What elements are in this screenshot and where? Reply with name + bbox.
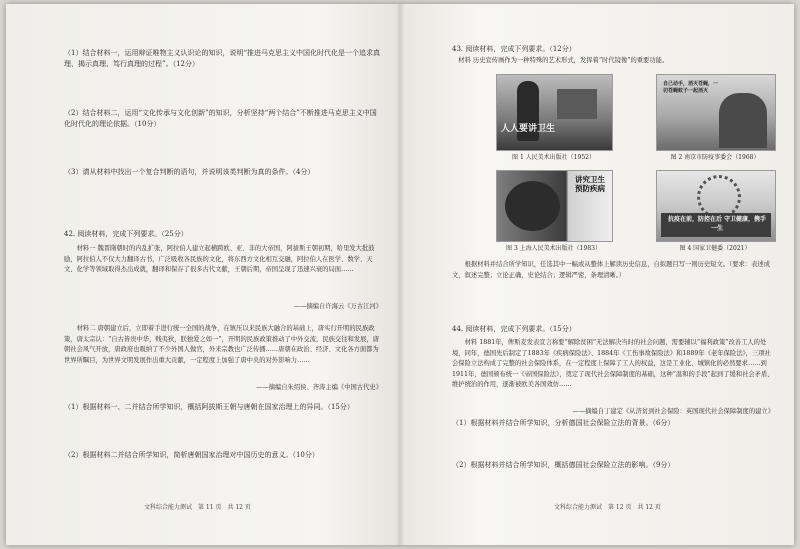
figure-3-poster [496,170,613,242]
left-page-footer: 文科综合能力测试 第 11 页 共 12 页 [144,504,251,511]
figure-2-poster [656,74,776,151]
question-42-source-2: ——摘编自朱绍侯、齐涛主编《中国古代史》 [256,384,382,391]
question-41-part1: （1）结合材料一，运用辩证唯物主义认识论的知识，说明“推进马克思主义中国化时代化是一个追求真理、揭示真理、笃行真理的过程”。（12分） [64,49,381,68]
question-43-title: 43. 阅读材料，完成下列要求。（12分） [452,45,576,53]
figure-4-poster [656,170,776,242]
question-41-part2: （2）结合材料二，运用“文化传承与文化创新”的知识，分析坚持“两个结合”不断推进马克思主义中国化时代化的理论依据。（10分） [64,109,377,128]
question-43-requirement: 根据材料并结合所学知识，任选其中一幅或从整体上解读历史信息，自拟题目写一则历史短文。（要求：表述成文，叙述完整；立论正确，史论结合；逻辑严密，条理清晰。） [452,261,770,279]
figure-1-poster [496,74,613,151]
figure-2-slogan: 自己动手，消灭苍蝇，一切苍蝇蚊子一起消灭 [663,81,719,94]
question-44-title: 44. 阅读材料，完成下列要求。（15分） [452,325,576,333]
exam-spread [6,4,794,545]
figure-3-slogan: 讲究卫生 预防疾病 [575,175,605,193]
right-page [404,4,794,545]
question-44-source: ——摘编自丁建定《从济贫到社会保险：英国现代社会保障制度的建立》 [572,408,774,415]
poster-figure-silhouette [719,93,767,148]
right-page-footer: 文科综合能力测试 第 12 页 共 12 页 [554,504,661,511]
figure-3-caption: 图 3 上海人民美术出版社（1983） [506,245,601,252]
question-42-source-1: ——摘编自许海云《万古江河》 [293,303,382,310]
question-44-sub-2: （2）根据材料并结合所学知识，概括德国社会保险立法的影响。（9分） [452,461,675,469]
figure-4-caption: 图 4 国家卫健委（2021） [679,245,751,252]
question-41-part3: （3）请从材料中找出一个复合判断的语句，并说明该类判断为真的条件。（4分） [64,168,315,176]
question-44-sub-1: （1）根据材料并结合所学知识，分析德国社会保险立法的背景。（6分） [452,419,675,427]
question-42-sub-1: （1）根据材料一、二并结合所学知识，概括阿拔斯王朝与唐朝在国家治理上的异同。（15分） [64,403,354,411]
figure-1-caption: 图 1 人民美术出版社（1952） [512,154,595,161]
left-page [6,4,398,545]
question-42-material-1: 材料一 魏晋隋朝时的内乱扩张，阿拉伯人建立起横跨欧、亚、非的大帝国，阿拔斯王朝初期，哈里发大批鼓励，阿拉伯人不仅大力翻译古书，广泛吸收各民族的文化，将东西方文化相互交融，阿拉伯人在医学、数学、天文、化学等领域取得杰出成就，翻译和保存了很多古代文献，王朝后期，帝国呈现了迅速兴衰的局面…… [64,245,375,274]
question-42-sub-2: （2）根据材料二并结合所学知识，简析唐朝国家治理对中国历史的意义。（10分） [64,451,319,459]
question-42-material-2: 材料二 唐朝建立后，立即着手进行统一全国的战争，在镇压以来民族大融合的基础上，唐实行开明的民族政策，唐太宗认：“自古皆贵中华，贱夷狄，朕独爱之如一”，开明的民族政策推动了中外交流，民族交往和发展，唐朝社会风气开放，唐政府也吸纳了不少外国人做官，外来宗教也广泛传播……唐朝在政治、经济、文化各方面都为世界所瞩目，为世界文明发展作出重大贡献，一定程度上加强了唐中央的对外影响力…… [64,325,379,364]
question-42-title: 42. 阅读材料，完成下列要求。（25分） [64,230,188,238]
figure-2-caption: 图 2 南京市防疫事委会（1968） [670,154,760,161]
poster-figure-silhouette [505,181,560,231]
question-44-material: 材料 1881年，俾斯麦发表宣言称要“解除贫困”无法解决当时的社会问题，需要辅以“福利政策”改善工人的处境，同年，德国先后制定了1883年《疾病保险法》、1884年《工伤事故保险法》和1889年《老年保险法》，三项社会保险立法构成了完整的社会保险体系，在一定程度上保障了工人的权益，这是工业化、城镇化的必然要求……到1911年，德国颁布统一《帝国保险法》，奠定了现代社会保障制度的基础，这种“温和的手段”起到了缓和社会矛盾、维护统治的作用，逐渐被欧美各国效仿…… [452,339,774,389]
figure-1-slogan: 人人要讲卫生 [501,124,556,134]
figure-4-slogan: 抗疫在前，防控在后 守卫健康，携手一生 [667,216,767,232]
question-43-material: 材料 历史宣传画作为一种特殊的艺术形式，发挥着“时代镜像”的重要功能。 [458,57,669,64]
poster-figure-silhouette [557,89,597,119]
